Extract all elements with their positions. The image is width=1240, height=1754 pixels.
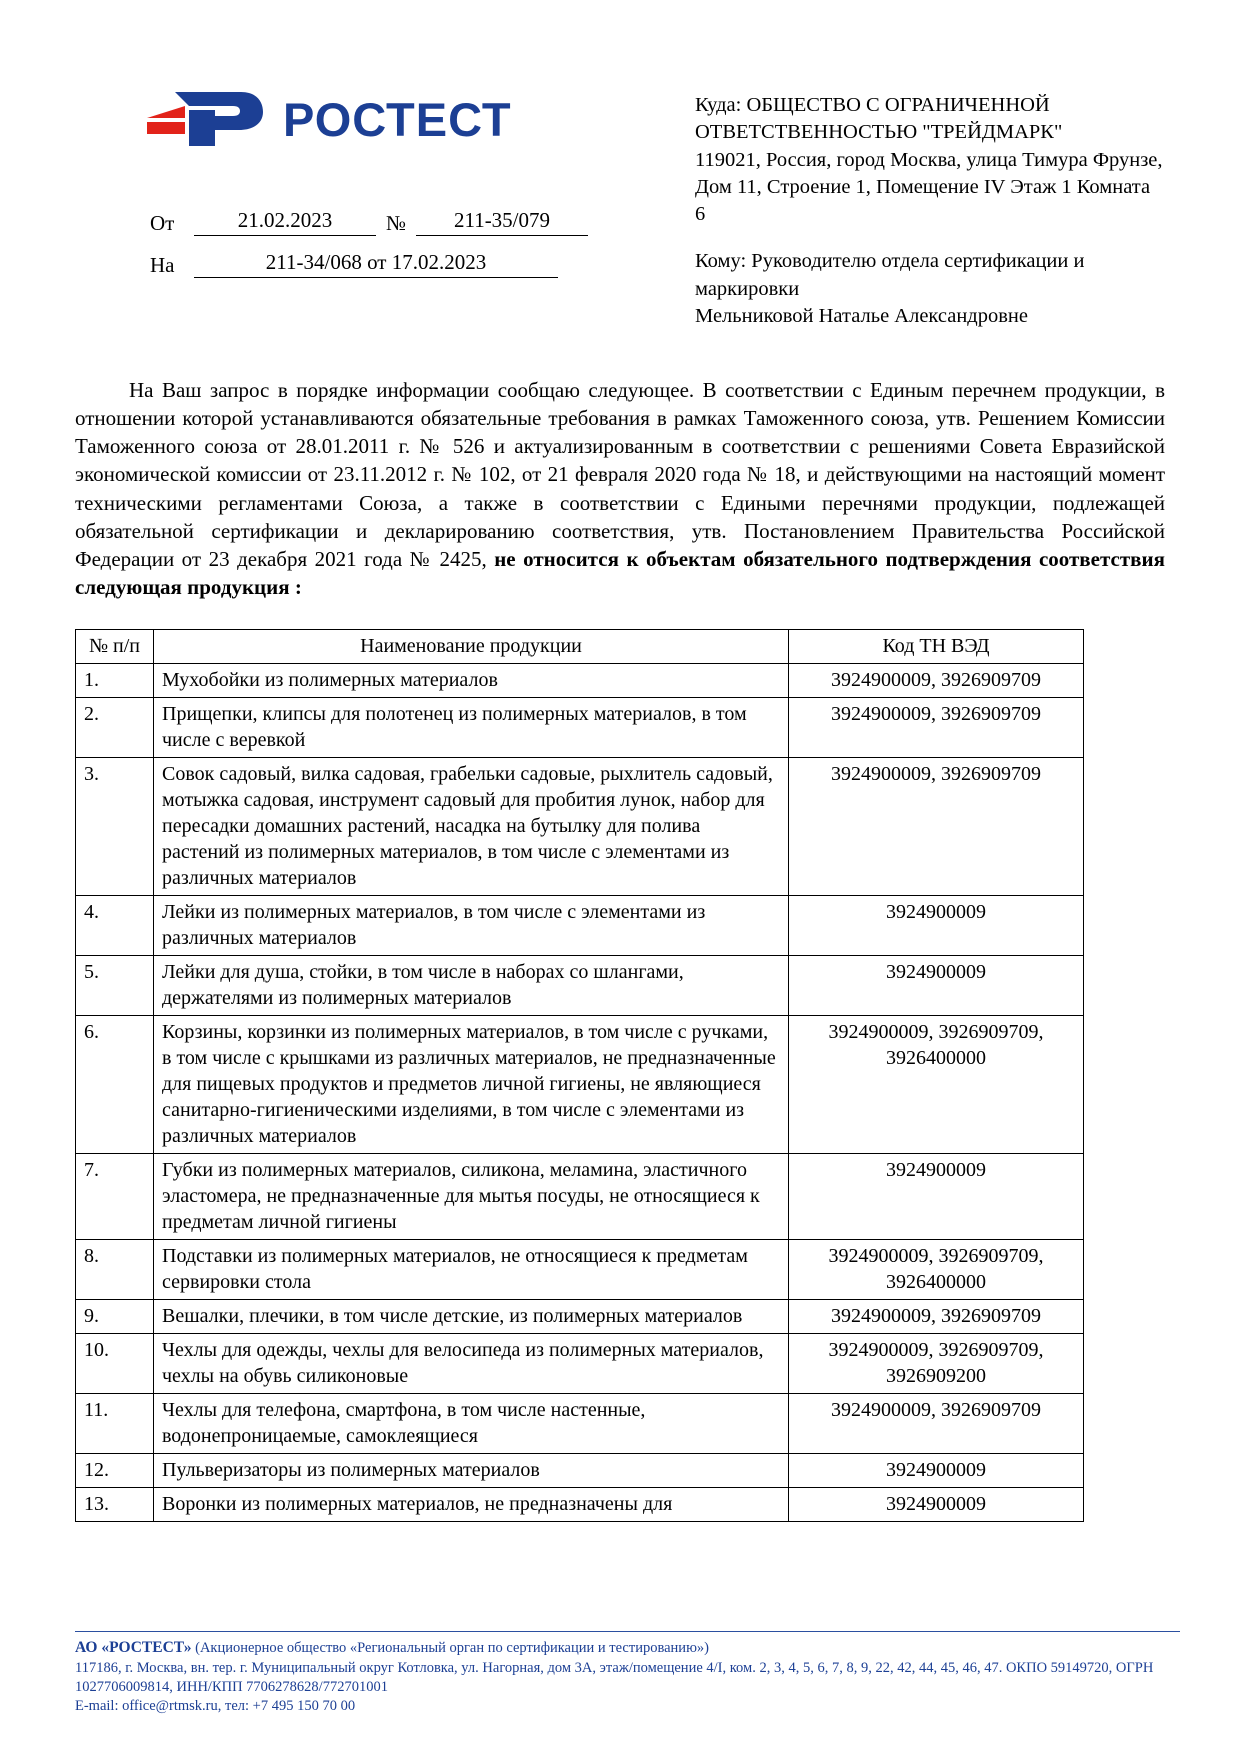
row-number: 5. <box>76 956 154 1016</box>
company-logo <box>145 88 635 150</box>
on-label: На <box>150 253 175 277</box>
addressee-to-value: ОБЩЕСТВО С ОГРАНИЧЕННОЙ ОТВЕТСТВЕННОСТЬЮ "ТРЕЙДМАРК" <box>695 94 1063 144</box>
row-tnved-code: 3924900009 <box>789 1454 1084 1488</box>
from-date-value: 21.02.2023 <box>194 208 376 236</box>
products-table <box>75 629 1084 1522</box>
row-tnved-code: 3924900009, 3926909709 <box>789 664 1084 698</box>
row-product-name: Лейки из полимерных материалов, в том числе с элементами из различных материалов <box>154 896 789 956</box>
row-tnved-code: 3924900009, 3926909709 <box>789 1394 1084 1454</box>
footer-company-name: АО «РОСТЕСТ» <box>75 1639 192 1657</box>
addressee-to-label: Куда: <box>695 94 742 116</box>
table-row <box>76 1334 1084 1394</box>
table-row <box>76 1394 1084 1454</box>
footer-company-line <box>75 1638 1180 1658</box>
row-number: 7. <box>76 1154 154 1240</box>
row-tnved-code: 3924900009, 3926909709, 3926909200 <box>789 1334 1084 1394</box>
table-header-row <box>76 630 1084 664</box>
row-number: 1. <box>76 664 154 698</box>
row-tnved-code: 3924900009, 3926909709 <box>789 698 1084 758</box>
addressee-attn-label: Кому: <box>695 250 747 273</box>
table-row <box>76 698 1084 758</box>
row-number: 6. <box>76 1016 154 1154</box>
addressee-company <box>695 92 1165 228</box>
row-product-name: Чехлы для одежды, чехлы для велосипеда из полимерных материалов, чехлы на обувь силиконовые <box>154 1334 789 1394</box>
table-row <box>76 956 1084 1016</box>
field-row-on <box>150 250 635 278</box>
document-header <box>75 70 1165 330</box>
rostest-logo-icon <box>145 88 265 150</box>
row-product-name: Пульверизаторы из полимерных материалов <box>154 1454 789 1488</box>
products-table-body <box>76 664 1084 1522</box>
letter-reference-fields <box>150 208 635 278</box>
row-tnved-code: 3924900009 <box>789 1488 1084 1522</box>
letter-body-emphasis: не относится к объектам обязательного подтверждения соответствия следующая продукция : <box>75 546 1165 599</box>
addressee-attn-value: Руководителю отдела сертификации и маркировки <box>695 250 1085 300</box>
row-product-name: Воронки из полимерных материалов, не предназначены для <box>154 1488 789 1522</box>
row-product-name: Корзины, корзинки из полимерных материалов, в том числе с ручками, в том числе с крышками из различных материалов, не предназначенные для пищевых продуктов и предметов личной гигиены, не являющиеся санитарно-гигиеническими изделиями, в том числе с элементами из различных материалов <box>154 1016 789 1154</box>
from-label: От <box>150 211 175 235</box>
table-row <box>76 1240 1084 1300</box>
row-number: 8. <box>76 1240 154 1300</box>
footer-address-line: 117186, г. Москва, вн. тер. г. Муниципальный округ Котловка, ул. Нагорная, дом 3А, этаж/помещение 4/I, ком. 2, 3, 4, 5, 6, 7, 8, 9, 22, 42, 44, 45, 46, 47. ОКПО 59149720, ОГРН 1027706009814, ИНН/КПП 7706278628/772701001 <box>75 1659 1154 1695</box>
column-header-tnved-code: Код ТН ВЭД <box>789 630 1084 664</box>
table-row <box>76 1300 1084 1334</box>
table-row <box>76 1016 1084 1154</box>
footer-contacts-line: E-mail: office@rtmsk.ru, тел: +7 495 150 70 00 <box>75 1697 356 1714</box>
table-row <box>76 1454 1084 1488</box>
row-number: 10. <box>76 1334 154 1394</box>
document-number-value: 211-35/079 <box>416 208 588 236</box>
row-tnved-code: 3924900009 <box>789 956 1084 1016</box>
addressee-address: 119021, Россия, город Москва, улица Тимура Фрунзе, Дом 11, Строение 1, Помещение IV Этаж 1 Комната 6 <box>695 148 1163 225</box>
row-tnved-code: 3924900009, 3926909709, 3926400000 <box>789 1016 1084 1154</box>
row-product-name: Совок садовый, вилка садовая, грабельки садовые, рыхлитель садовый, мотыжка садовая, инструмент садовый для пробития лунок, набор для пересадки домашних растений, насадка на бутылку для полива растений из полимерных материалов, в том числе с элементами из различных материалов <box>154 758 789 896</box>
field-row-from <box>150 208 635 236</box>
row-number: 3. <box>76 758 154 896</box>
row-tnved-code: 3924900009 <box>789 896 1084 956</box>
table-row <box>76 664 1084 698</box>
letter-body-text: На Ваш запрос в порядке информации сообщаю следующее. В соответствии с Единым перечнем продукции, в отношении которой устанавливаются обязательные требования в рамках Таможенного союза, утв. Решением Комиссии Таможенного союза от 28.01.2011 г. № 526 и актуализированным в соответствии с решениями Совета Евразийской экономической комиссии от 23.11.2012 г. № 102, от 21 февраля 2020 года № 18, и действующими на настоящий момент техническими регламентами Союза, а также в соответствии с Едиными перечнями продукции, подлежащей обязательной сертификации и декларированию соответствия, утв. Постановлением Правительства Российской Федерации от 23 декабря 2021 года № 2425, <box>75 378 1165 571</box>
row-tnved-code: 3924900009, 3926909709 <box>789 758 1084 896</box>
row-product-name: Чехлы для телефона, смартфона, в том числе настенные, водонепроницаемые, самоклеящиеся <box>154 1394 789 1454</box>
row-number: 4. <box>76 896 154 956</box>
row-tnved-code: 3924900009, 3926909709, 3926400000 <box>789 1240 1084 1300</box>
row-number: 13. <box>76 1488 154 1522</box>
row-tnved-code: 3924900009 <box>789 1154 1084 1240</box>
column-header-number: № п/п <box>76 630 154 664</box>
footer-company-full: (Акционерное общество «Региональный орган по сертификации и тестированию») <box>191 1640 709 1657</box>
row-product-name: Прищепки, клипсы для полотенец из полимерных материалов, в том числе с веревкой <box>154 698 789 758</box>
addressee-person-block <box>695 248 1165 330</box>
table-row <box>76 1154 1084 1240</box>
row-product-name: Губки из полимерных материалов, силикона, меламина, эластичного эластомера, не предназначенные для мытья посуды, не относящиеся к предметам личной гигиены <box>154 1154 789 1240</box>
row-number: 11. <box>76 1394 154 1454</box>
number-label: № <box>385 211 407 235</box>
table-row <box>76 1488 1084 1522</box>
row-product-name: Мухобойки из полимерных материалов <box>154 664 789 698</box>
row-number: 12. <box>76 1454 154 1488</box>
table-row <box>76 896 1084 956</box>
letter-body-paragraph <box>75 376 1165 601</box>
header-left-column <box>75 70 635 292</box>
table-row <box>76 758 1084 896</box>
row-product-name: Лейки для душа, стойки, в том числе в наборах со шлангами, держателями из полимерных материалов <box>154 956 789 1016</box>
logo-text: РОСТЕСТ <box>283 92 512 146</box>
row-number: 2. <box>76 698 154 758</box>
addressee-attn-person: Мельниковой Наталье Александровне <box>695 304 1028 327</box>
row-number: 9. <box>76 1300 154 1334</box>
addressee-block <box>695 92 1165 330</box>
document-footer <box>75 1631 1180 1716</box>
on-reference-value: 211-34/068 от 17.02.2023 <box>194 250 558 278</box>
row-product-name: Вешалки, плечики, в том числе детские, из полимерных материалов <box>154 1300 789 1334</box>
row-tnved-code: 3924900009, 3926909709 <box>789 1300 1084 1334</box>
row-product-name: Подставки из полимерных материалов, не относящиеся к предметам сервировки стола <box>154 1240 789 1300</box>
column-header-product-name: Наименование продукции <box>154 630 789 664</box>
